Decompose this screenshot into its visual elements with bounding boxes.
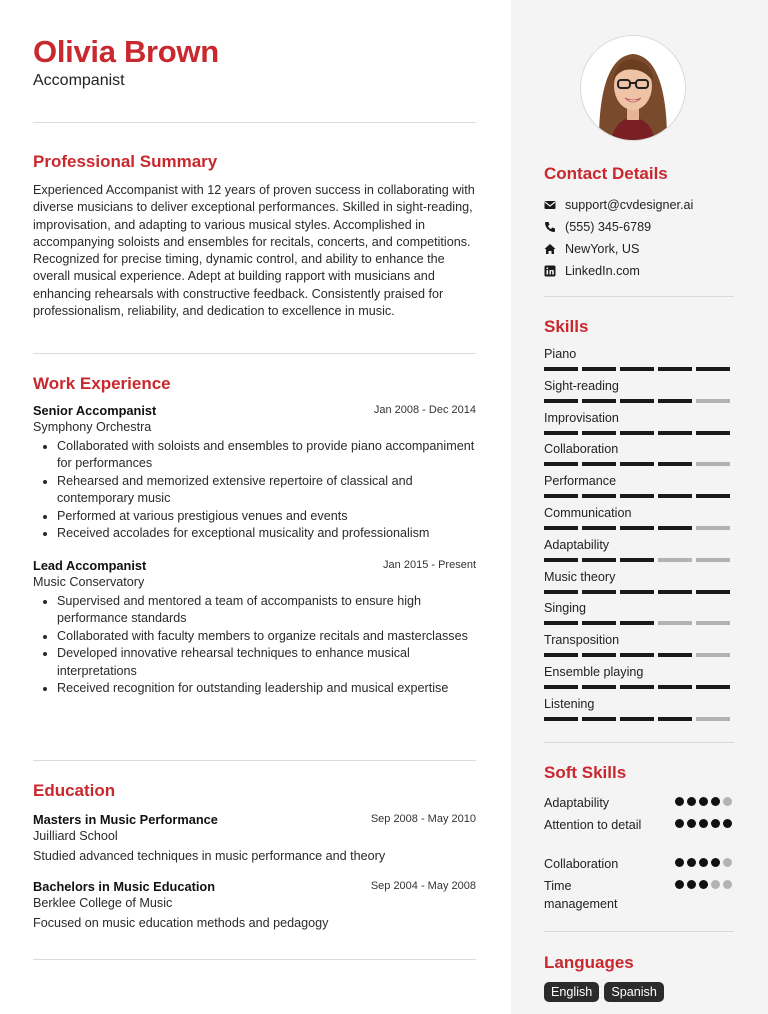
school: Juilliard School [33, 829, 118, 843]
skill-level-segment [696, 621, 730, 625]
skill-level-segment [582, 653, 616, 657]
skill-level-bars [544, 367, 734, 371]
education-date: Sep 2008 - May 2010 [370, 813, 476, 825]
skill-level-segment [696, 558, 730, 562]
divider [544, 742, 734, 743]
skill-name: Ensemble playing [544, 665, 644, 679]
skill-level-segment [544, 685, 578, 689]
skill-item [544, 601, 734, 625]
degree: Bachelors in Music Education [33, 879, 216, 894]
skill-level-segment [696, 462, 730, 466]
skill-level-segment [696, 494, 730, 498]
skill-level-segment [582, 431, 616, 435]
skill-level-segment [544, 590, 578, 594]
soft-skill-item [544, 795, 734, 813]
languages-list [544, 982, 664, 1002]
skill-level-segment [696, 685, 730, 689]
rating-dot [723, 819, 732, 828]
bullet-item: • Received recognition for outstanding leadership and musical expertise [57, 680, 476, 697]
contact-phone [544, 220, 651, 234]
job-entry [33, 558, 476, 697]
location-text: NewYork, US [565, 242, 640, 256]
skill-level-bars [544, 494, 734, 498]
skill-level-segment [544, 494, 578, 498]
divider [33, 122, 476, 123]
skill-level-segment [658, 590, 692, 594]
job-title: Lead Accompanist [33, 558, 147, 573]
skill-level-segment [544, 462, 578, 466]
skill-level-segment [620, 717, 654, 721]
skill-level-bars [544, 685, 734, 689]
skill-level-segment [696, 399, 730, 403]
skill-level-segment [620, 653, 654, 657]
skill-level-segment [696, 367, 730, 371]
skill-level-segment [696, 590, 730, 594]
linkedin-text: LinkedIn.com [565, 264, 640, 278]
skill-level-segment [582, 367, 616, 371]
skill-level-segment [544, 367, 578, 371]
skill-name: Communication [544, 506, 632, 520]
skill-level-segment [658, 685, 692, 689]
skill-level-bars [544, 526, 734, 530]
skill-item [544, 665, 734, 689]
home-icon [544, 243, 556, 255]
school: Berklee College of Music [33, 896, 173, 910]
bullet-item: • Performed at various prestigious venues and events [57, 508, 476, 525]
job-title: Senior Accompanist [33, 403, 157, 418]
rating-dot [699, 819, 708, 828]
phone-text: (555) 345-6789 [565, 220, 652, 234]
contact-heading: Contact Details [544, 164, 668, 183]
skill-level-bars [544, 399, 734, 403]
bullet-item: • Received accolades for exceptional musicality and professionalism [57, 525, 476, 542]
education-entry [33, 879, 476, 930]
skill-name: Singing [544, 601, 587, 616]
skill-level-bars [544, 462, 734, 466]
skill-name: Music theory [544, 569, 616, 584]
skill-level-segment [658, 494, 692, 498]
contact-location [544, 242, 639, 256]
soft-skill-rating [675, 797, 732, 806]
skill-level-bars [544, 431, 734, 435]
skill-level-segment [620, 558, 654, 562]
skill-item [544, 442, 734, 466]
skill-level-segment [582, 526, 616, 530]
contact-linkedin [544, 264, 640, 278]
soft-skill-rating [675, 880, 732, 889]
language-badge: English [544, 982, 599, 1002]
skill-level-segment [620, 431, 654, 435]
rating-dot [699, 797, 708, 806]
skill-level-bars [544, 621, 734, 625]
divider [33, 353, 476, 354]
summary-heading: Professional Summary [33, 152, 218, 171]
language-badge: Spanish [604, 982, 664, 1002]
skill-name: Transposition [544, 633, 620, 648]
skill-level-segment [658, 462, 692, 466]
job-entry [33, 403, 476, 542]
job-org: Symphony Orchestra [33, 420, 152, 434]
education-desc: Focused on music education methods and pedagogy [33, 916, 329, 930]
skill-level-segment [658, 526, 692, 530]
skill-level-segment [696, 431, 730, 435]
skill-level-segment [658, 717, 692, 721]
degree: Masters in Music Performance [33, 812, 218, 827]
bullet-item: • Collaborated with soloists and ensembles to provide piano accompaniment for performances [57, 438, 476, 473]
candidate-name: Olivia Brown [33, 34, 219, 69]
bullet-item: • Developed innovative rehearsal techniques to enhance musical interpretations [57, 645, 476, 680]
skill-level-segment [620, 590, 654, 594]
education-desc: Studied advanced techniques in music performance and theory [33, 849, 386, 863]
skill-name: Listening [544, 696, 595, 711]
skill-level-segment [582, 590, 616, 594]
skill-level-segment [582, 399, 616, 403]
skill-level-segment [544, 621, 578, 625]
job-bullets [33, 438, 476, 542]
skill-level-segment [620, 462, 654, 466]
skill-item [544, 633, 734, 657]
envelope-icon [544, 199, 556, 211]
linkedin-icon [544, 265, 556, 277]
work-heading: Work Experience [33, 374, 171, 393]
skill-level-segment [544, 558, 578, 562]
rating-dot [687, 819, 696, 828]
skill-level-bars [544, 558, 734, 562]
rating-dot [699, 880, 708, 889]
skill-name: Performance [544, 474, 617, 489]
skill-level-segment [658, 399, 692, 403]
skill-level-segment [582, 494, 616, 498]
skill-item [544, 474, 734, 498]
skill-level-segment [544, 717, 578, 721]
skill-name: Adaptability [544, 537, 610, 552]
candidate-title: Accompanist [33, 72, 125, 89]
rating-dot [687, 858, 696, 867]
divider [33, 760, 476, 761]
contact-email [544, 198, 693, 212]
skill-name: Sight-reading [544, 378, 619, 393]
rating-dot [711, 797, 720, 806]
skill-name: Piano [544, 347, 577, 361]
phone-icon [544, 221, 556, 233]
skill-level-segment [620, 685, 654, 689]
skill-level-bars [544, 717, 734, 721]
skill-item [544, 347, 734, 371]
soft-skill-rating [675, 858, 732, 867]
skill-level-segment [620, 621, 654, 625]
rating-dot [675, 819, 684, 828]
soft-skills-heading: Soft Skills [544, 763, 627, 782]
skill-level-segment [544, 653, 578, 657]
skill-item [544, 538, 734, 562]
skill-level-segment [658, 367, 692, 371]
skill-level-segment [620, 526, 654, 530]
skill-level-segment [582, 621, 616, 625]
sidebar [511, 0, 768, 1014]
divider [33, 959, 476, 960]
skill-level-segment [696, 717, 730, 721]
email-text: support@cvdesigner.ai [565, 198, 694, 212]
rating-dot [687, 880, 696, 889]
soft-skill-name: Collaboration [544, 857, 619, 871]
skill-name: Improvisation [544, 410, 619, 425]
skill-item [544, 570, 734, 594]
rating-dot [723, 858, 732, 867]
skill-level-segment [582, 685, 616, 689]
skill-level-segment [544, 431, 578, 435]
rating-dot [723, 880, 732, 889]
soft-skill-rating [675, 819, 732, 828]
skill-level-bars [544, 653, 734, 657]
skill-level-segment [658, 653, 692, 657]
bullet-item: • Supervised and mentored a team of accompanists to ensure high performance standards [57, 593, 476, 628]
rating-dot [675, 858, 684, 867]
job-date: Jan 2008 - Dec 2014 [373, 404, 476, 416]
rating-dot [675, 880, 684, 889]
soft-skill-name: Time management [544, 879, 618, 911]
skills-heading: Skills [544, 317, 589, 336]
skill-level-segment [658, 558, 692, 562]
skill-level-segment [696, 526, 730, 530]
soft-skill-name: Adaptability [544, 796, 610, 810]
skill-item [544, 411, 734, 435]
skill-level-segment [582, 558, 616, 562]
job-date: Jan 2015 - Present [383, 559, 476, 571]
skill-level-segment [620, 399, 654, 403]
languages-heading: Languages [544, 953, 634, 972]
job-org: Music Conservatory [33, 575, 145, 589]
rating-dot [699, 858, 708, 867]
divider [544, 931, 734, 932]
soft-skill-name: Attention to detail [544, 818, 642, 832]
bullet-item: • Rehearsed and memorized extensive repertoire of classical and contemporary music [57, 473, 476, 508]
rating-dot [711, 880, 720, 889]
skill-name: Collaboration [544, 442, 619, 457]
education-date: Sep 2004 - May 2008 [370, 880, 476, 892]
skill-level-segment [658, 431, 692, 435]
rating-dot [711, 858, 720, 867]
skill-level-segment [658, 621, 692, 625]
summary-text: Experienced Accompanist with 12 years of proven success in collaborating with diverse musicians to deliver exceptional performances. Skilled in sight-reading, improvisation, and adapting to various musical styles. Accomplished in accompanying soloists and ensembles for recitals, concerts, and competitions. Recognized for precise timing, dynamic control, and ability to enhance the overall musical experience. Adept at building rapport with musicians and enhancing rehearsals with constructive feedback. Consistently praised for professionalism, reliability, and dedication to excellence in music. [33, 183, 475, 319]
skill-level-segment [620, 494, 654, 498]
skill-level-segment [582, 462, 616, 466]
skill-level-bars [544, 590, 734, 594]
education-heading: Education [33, 781, 116, 800]
skill-item [544, 379, 734, 403]
skill-level-segment [696, 653, 730, 657]
skill-item [544, 506, 734, 530]
rating-dot [711, 819, 720, 828]
job-bullets [33, 593, 476, 697]
skill-level-segment [620, 367, 654, 371]
skill-level-segment [544, 399, 578, 403]
education-entry [33, 812, 476, 863]
skill-level-segment [544, 526, 578, 530]
soft-skill-item [544, 856, 734, 874]
rating-dot [687, 797, 696, 806]
avatar-portrait-icon [581, 36, 685, 140]
profile-photo [580, 35, 686, 141]
skill-level-segment [582, 717, 616, 721]
skill-item [544, 697, 734, 721]
rating-dot [723, 797, 732, 806]
bullet-item: • Collaborated with faculty members to organize recitals and masterclasses [57, 628, 476, 645]
soft-skill-item [544, 817, 734, 835]
rating-dot [675, 797, 684, 806]
soft-skill-item [544, 878, 734, 913]
divider [544, 296, 734, 297]
